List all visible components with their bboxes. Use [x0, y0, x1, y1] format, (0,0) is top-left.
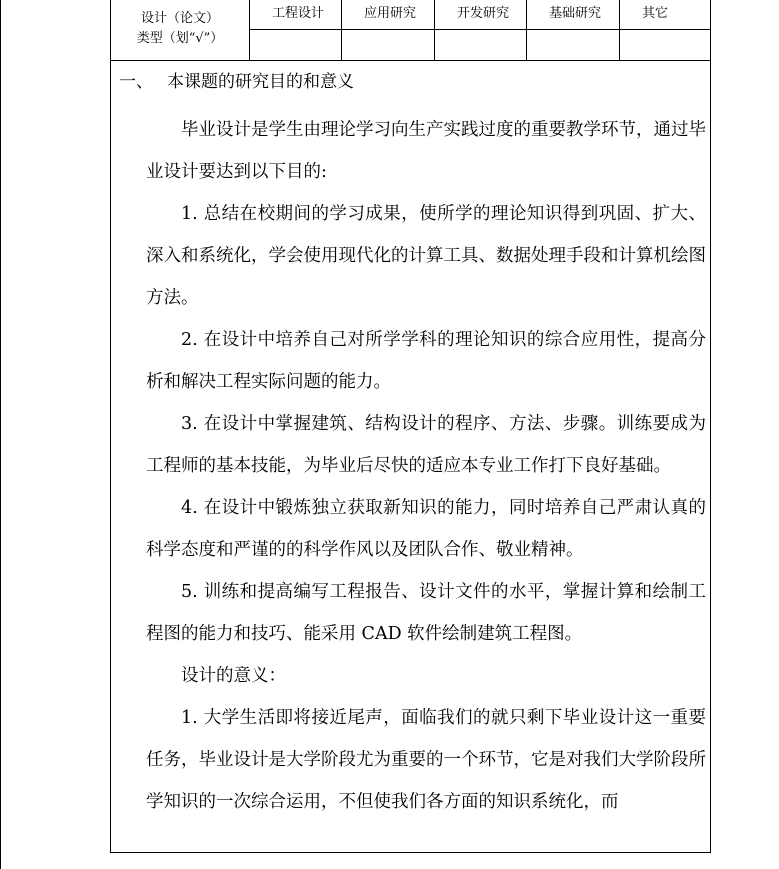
section-body	[146, 109, 706, 823]
option-check-cell[interactable]	[342, 30, 434, 60]
option-other	[620, 0, 710, 60]
option-label: 基础研究	[527, 0, 619, 30]
option-label: 开发研究	[435, 0, 526, 30]
option-check-cell[interactable]	[250, 30, 341, 60]
paragraph-significance-heading: 设计的意义：	[181, 666, 286, 686]
paragraph-goal-1: 1. 总结在校期间的学习成果，使所学的理论知识得到巩固、扩大、深入和系统化，学会使用现代化的计算工具、数据处理手段和计算机绘图方法。	[146, 204, 706, 308]
thesis-type-label-line2: 类型（划“√”）	[136, 31, 224, 46]
section-title: 本课题的研究目的和意义	[167, 72, 354, 92]
page-left-edge	[0, 0, 1, 869]
paragraph-intro: 毕业设计是学生由理论学习向生产实践过度的重要教学环节，通过毕业设计要达到以下目的:	[146, 120, 706, 182]
section-heading	[119, 69, 354, 95]
option-label: 工程设计	[250, 0, 341, 30]
thesis-type-label-line1: 设计（论文）	[140, 11, 219, 26]
purpose-significance-cell	[110, 61, 711, 853]
option-label: 应用研究	[342, 0, 434, 30]
option-check-cell[interactable]	[527, 30, 619, 60]
paragraph-goal-2: 2. 在设计中培养自己对所学学科的理论知识的综合应用性，提高分析和解决工程实际问题的能力。	[146, 330, 706, 392]
option-basic-research	[527, 0, 620, 60]
thesis-type-label	[111, 0, 250, 60]
proposal-form	[110, 0, 711, 869]
option-applied-research	[342, 0, 435, 60]
option-development-research	[435, 0, 527, 60]
paragraph-goal-4: 4. 在设计中锻炼独立获取新知识的能力，同时培养自己严肃认真的科学态度和严谨的的科学作风以及团队合作、敬业精神。	[146, 498, 706, 560]
option-check-cell[interactable]	[620, 30, 710, 60]
paragraph-goal-5: 5. 训练和提高编写工程报告、设计文件的水平，掌握计算和绘制工程图的能力和技巧、能采用 CAD 软件绘制建筑工程图。	[146, 582, 706, 644]
paragraph-significance-1: 1. 大学生活即将接近尾声，面临我们的就只剩下毕业设计这一重要任务，毕业设计是大学阶段尤为重要的一个环节，它是对我们大学阶段所学知识的一次综合运用，不但使我们各方面的知识系统化，而	[146, 708, 706, 812]
option-label: 其它	[620, 0, 710, 30]
thesis-type-table	[110, 0, 711, 61]
option-engineering-design	[250, 0, 342, 60]
option-check-cell[interactable]	[435, 30, 526, 60]
paragraph-goal-3: 3. 在设计中掌握建筑、结构设计的程序、方法、步骤。训练要成为工程师的基本技能，为毕业后尽快的适应本专业工作打下良好基础。	[146, 414, 706, 476]
section-number: 一、	[119, 72, 153, 92]
